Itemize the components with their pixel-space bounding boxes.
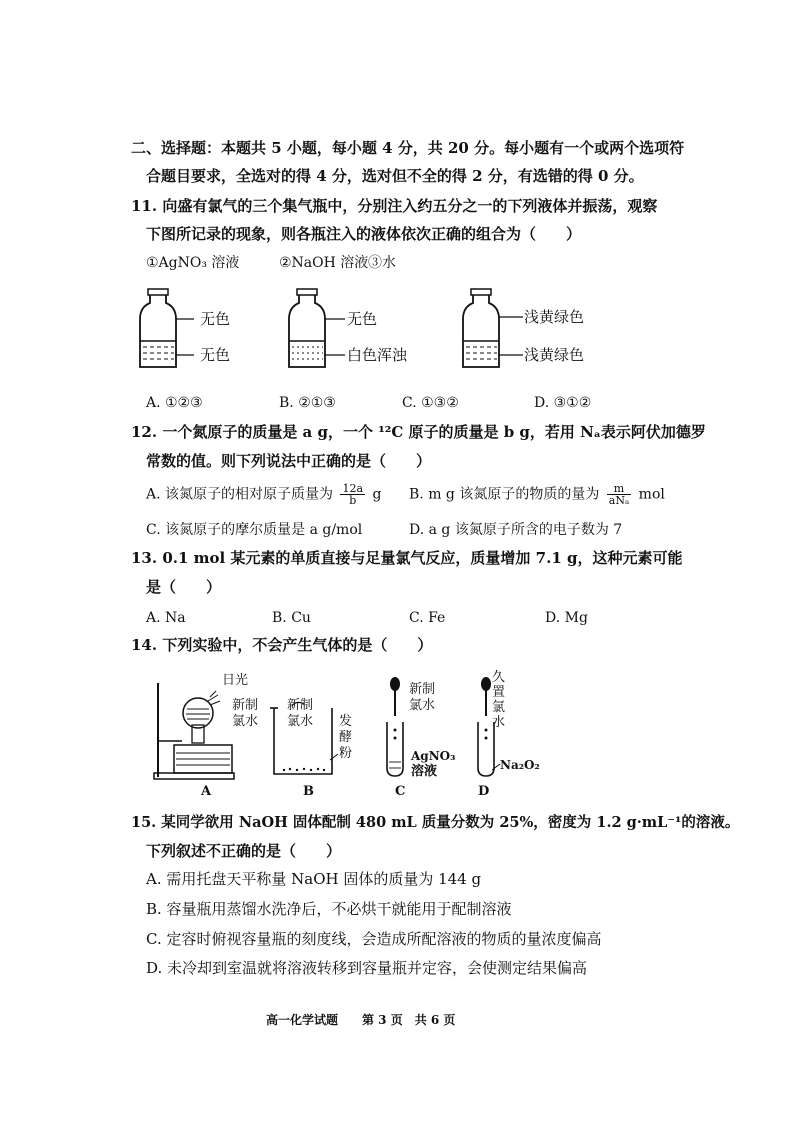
q14-stem: 14. 下列实验中，不会产生气体的是（ ） (131, 636, 433, 654)
q13-option-c: C. Fe (409, 610, 446, 626)
q14-figure-a (152, 683, 242, 781)
q12-option-b-text: B. m g 该氮原子的物质的量为 (409, 486, 600, 503)
q11-bottle-2-top-label: 无色 (347, 310, 378, 328)
q12-option-d: D. a g 该氮原子所含的电子数为 7 (409, 522, 623, 538)
q14-b-water-label-2: 氯水 (287, 714, 314, 729)
q11-bottle-1 (138, 289, 198, 371)
page-footer: 高一化学试题 第 3 页 共 6 页 (266, 1013, 456, 1027)
q11-option-b: B. ②①③ (279, 395, 336, 411)
q14-a-water-label-1: 新制 (232, 698, 259, 713)
q12-stem-line2: 常数的值。则下列说法中正确的是（ ） (146, 452, 432, 470)
q12-option-a (146, 483, 381, 506)
q13-option-a: A. Na (146, 610, 186, 626)
q15-stem-line2: 下列叙述不正确的是（ ） (146, 842, 342, 860)
q14-d-solid-label: Na₂O₂ (500, 758, 540, 772)
q14-b-water-label-1: 新制 (287, 698, 314, 713)
q12-option-a-fraction (340, 483, 365, 506)
fraction-numerator: m (607, 483, 631, 495)
q14-b-powder-label-3: 粉 (339, 746, 353, 761)
q15-option-c: C. 定容时俯视容量瓶的刻度线，会造成所配溶液的物质的量浓度偏高 (146, 930, 602, 948)
q13-option-b: B. Cu (272, 610, 311, 626)
q15-option-b: B. 容量瓶用蒸馏水洗净后，不必烘干就能用于配制溶液 (146, 900, 512, 918)
q14-a-water-label-2: 氯水 (232, 714, 259, 729)
q14-d-water-label-4: 水 (492, 715, 506, 730)
q11-stem-line2: 下图所记录的现象，则各瓶注入的液体依次正确的组合为（ ） (146, 225, 582, 243)
q11-bottle-1-bottom-label: 无色 (200, 346, 231, 364)
fraction-denominator: aNₐ (608, 494, 630, 507)
q12-option-b-unit: mol (638, 486, 665, 503)
q14-d-water-label-2: 置 (492, 685, 506, 700)
q14-d-water-label-1: 久 (492, 670, 506, 685)
fraction-numerator: 12a (342, 482, 364, 495)
q14-d-water-label-3: 氯 (492, 700, 506, 715)
q12-option-a-text: A. 该氮原子的相对原子质量为 (146, 486, 334, 503)
q11-option-a: A. ①②③ (146, 395, 203, 411)
section-heading-line2: 合题目要求，全选对的得 4 分，选对但不全的得 2 分，有选错的得 0 分。 (146, 167, 644, 185)
q12-option-b-fraction (607, 483, 631, 506)
q14-c-label: C (395, 784, 406, 799)
q11-bottle-2 (287, 289, 347, 371)
q14-b-powder-label-1: 发 (339, 714, 353, 729)
q11-liquid-3: ③水 (368, 255, 396, 271)
q14-c-solution-label-1: AgNO₃ (411, 749, 456, 763)
q15-option-d: D. 未冷却到室温就将溶液转移到容量瓶并定容，会使测定结果偏高 (146, 959, 588, 977)
q11-bottle-2-bottom-label: 白色浑浊 (347, 346, 408, 364)
q11-bottle-3 (461, 289, 525, 371)
q12-option-b (409, 483, 665, 506)
q14-a-label: A (201, 784, 212, 799)
section-heading-line1: 二、选择题：本题共 5 小题，每小题 4 分，共 20 分。每小题有一个或两个选项符 (131, 139, 685, 157)
q12-stem-line1: 12. 一个氮原子的质量是 a g，一个 ¹²C 原子的质量是 b g，若用 Nₐ表示阿伏加德罗 (131, 423, 706, 441)
q14-d-label: D (478, 784, 490, 799)
q14-c-solution-label-2: 溶液 (411, 764, 438, 779)
q14-c-water-label-1: 新制 (409, 682, 436, 697)
q11-liquid-1: ①AgNO₃ 溶液 (146, 255, 240, 271)
q13-stem-line1: 13. 0.1 mol 某元素的单质直接与足量氯气反应，质量增加 7.1 g，这种元素可能 (131, 549, 683, 567)
q15-option-a: A. 需用托盘天平称量 NaOH 固体的质量为 144 g (146, 870, 482, 888)
q11-option-c: C. ①③② (402, 395, 459, 411)
q11-bottle-1-top-label: 无色 (200, 310, 231, 328)
q11-liquid-2: ②NaOH 溶液 (279, 255, 369, 271)
q12-option-c: C. 该氮原子的摩尔质量是 a g/mol (146, 522, 363, 538)
q15-stem-line1: 15. 某同学欲用 NaOH 固体配制 480 mL 质量分数为 25%，密度为 1.2 g·mL⁻¹的溶液。 (131, 814, 740, 831)
fraction-denominator: b (349, 494, 357, 507)
q14-b-label: B (303, 784, 314, 799)
q13-option-d: D. Mg (545, 610, 588, 626)
q14-c-water-label-2: 氯水 (409, 698, 436, 713)
q14-a-sun-label: 日光 (222, 673, 249, 688)
q14-b-powder-label-2: 酵 (339, 730, 353, 745)
q11-stem-line1: 11. 向盛有氯气的三个集气瓶中，分别注入约五分之一的下列液体并振荡，观察 (131, 197, 658, 215)
q11-bottle-3-bottom-label: 浅黄绿色 (524, 346, 585, 364)
q13-stem-line2: 是（ ） (146, 578, 222, 596)
q12-option-a-unit: g (372, 486, 382, 503)
q11-option-d: D. ③①② (534, 395, 592, 411)
q11-bottle-3-top-label: 浅黄绿色 (524, 308, 585, 326)
